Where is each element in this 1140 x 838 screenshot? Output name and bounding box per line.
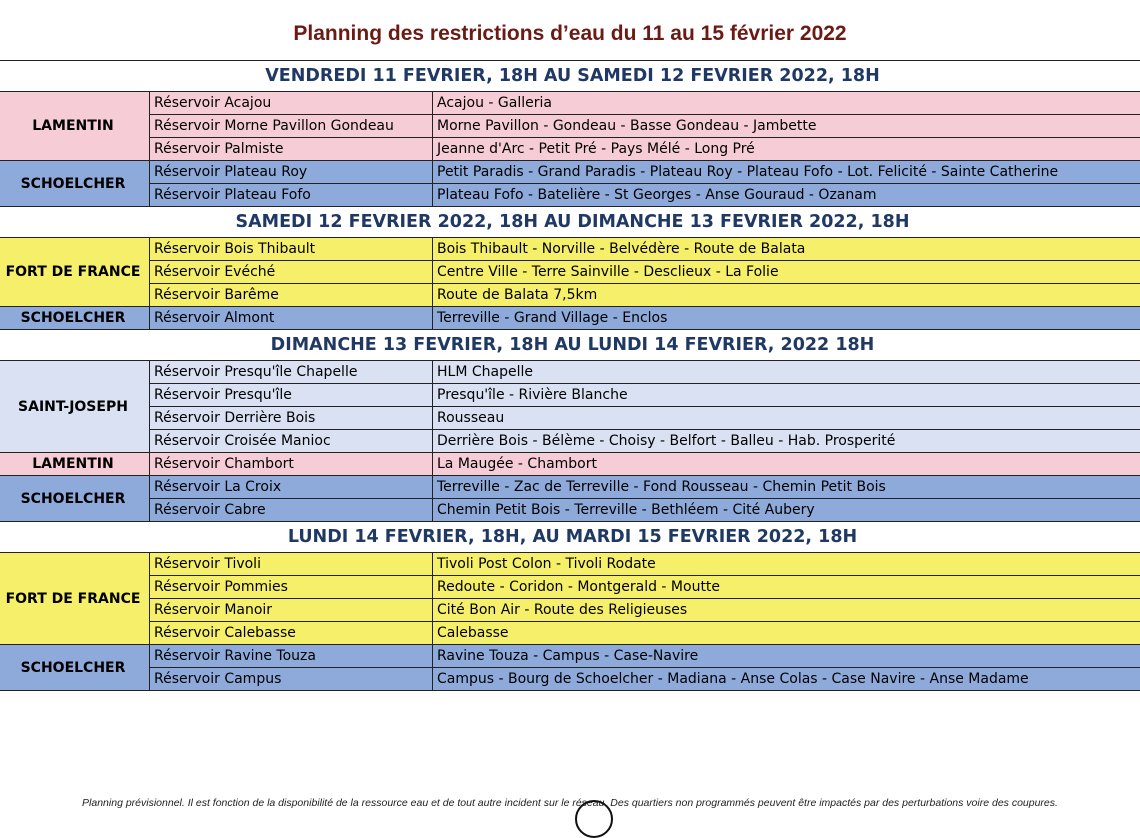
day-header-row [0,61,1140,92]
commune-cell: SCHOELCHER [0,161,150,207]
table-row [0,453,1140,476]
quartiers-cell: HLM Chapelle [433,361,1140,384]
table-row [0,430,1140,453]
table-row [0,238,1140,261]
table-row [0,92,1140,115]
restrictions-table [0,60,1140,691]
reservoir-cell: Réservoir Manoir [150,599,433,622]
reservoir-cell: Réservoir Plateau Fofo [150,184,433,207]
table-row [0,161,1140,184]
commune-cell: FORT DE FRANCE [0,553,150,645]
commune-cell: LAMENTIN [0,453,150,476]
day-heading: DIMANCHE 13 FEVRIER, 18H AU LUNDI 14 FEVRIER, 2022 18H [0,330,1140,361]
table-row [0,138,1140,161]
table-row [0,622,1140,645]
reservoir-cell: Réservoir Chambort [150,453,433,476]
quartiers-cell: Acajou - Galleria [433,92,1140,115]
day-header-row [0,330,1140,361]
quartiers-cell: Campus - Bourg de Schoelcher - Madiana - Anse Colas - Case Navire - Anse Madame [433,668,1140,691]
reservoir-cell: Réservoir Almont [150,307,433,330]
table-row [0,645,1140,668]
reservoir-cell: Réservoir Campus [150,668,433,691]
reservoir-cell: Réservoir Presqu'île Chapelle [150,361,433,384]
day-heading: VENDREDI 11 FEVRIER, 18H AU SAMEDI 12 FEVRIER 2022, 18H [0,61,1140,92]
reservoir-cell: Réservoir Cabre [150,499,433,522]
reservoir-cell: Réservoir Croisée Manioc [150,430,433,453]
reservoir-cell: Réservoir Barême [150,284,433,307]
table-row [0,384,1140,407]
reservoir-cell: Réservoir Plateau Roy [150,161,433,184]
reservoir-cell: Réservoir Morne Pavillon Gondeau [150,115,433,138]
quartiers-cell: Plateau Fofo - Batelière - St Georges - Anse Gouraud - Ozanam [433,184,1140,207]
day-heading: SAMEDI 12 FEVRIER 2022, 18H AU DIMANCHE 13 FEVRIER 2022, 18H [0,207,1140,238]
day-header-row [0,207,1140,238]
reservoir-cell: Réservoir La Croix [150,476,433,499]
quartiers-cell: Petit Paradis - Grand Paradis - Plateau Roy - Plateau Fofo - Lot. Felicité - Sainte Catherine [433,161,1140,184]
table-row [0,407,1140,430]
commune-cell: SCHOELCHER [0,476,150,522]
table-row [0,599,1140,622]
quartiers-cell: Chemin Petit Bois - Terreville - Bethléem - Cité Aubery [433,499,1140,522]
table-row [0,576,1140,599]
footer-note: Planning prévisionnel. Il est fonction de la disponibilité de la ressource eau et de tout autre incident sur le réseau. Des quartiers non programmés peuvent être impactés par des perturbations voire des coupures. [0,797,1140,809]
table-row [0,668,1140,691]
reservoir-cell: Réservoir Bois Thibault [150,238,433,261]
reservoir-cell: Réservoir Ravine Touza [150,645,433,668]
table-row [0,476,1140,499]
quartiers-cell: Ravine Touza - Campus - Case-Navire [433,645,1140,668]
quartiers-cell: Tivoli Post Colon - Tivoli Rodate [433,553,1140,576]
quartiers-cell: Jeanne d'Arc - Petit Pré - Pays Mélé - Long Pré [433,138,1140,161]
quartiers-cell: Rousseau [433,407,1140,430]
quartiers-cell: Calebasse [433,622,1140,645]
table-row [0,115,1140,138]
reservoir-cell: Réservoir Evéché [150,261,433,284]
quartiers-cell: Redoute - Coridon - Montgerald - Moutte [433,576,1140,599]
quartiers-cell: Cité Bon Air - Route des Religieuses [433,599,1140,622]
reservoir-cell: Réservoir Acajou [150,92,433,115]
quartiers-cell: Route de Balata 7,5km [433,284,1140,307]
table-row [0,261,1140,284]
page-title: Planning des restrictions d’eau du 11 au 15 février 2022 [0,22,1140,46]
quartiers-cell: Morne Pavillon - Gondeau - Basse Gondeau - Jambette [433,115,1140,138]
reservoir-cell: Réservoir Tivoli [150,553,433,576]
commune-cell: SCHOELCHER [0,645,150,691]
reservoir-cell: Réservoir Pommies [150,576,433,599]
table-row [0,307,1140,330]
commune-cell: LAMENTIN [0,92,150,161]
table-row [0,184,1140,207]
commune-cell: SAINT-JOSEPH [0,361,150,453]
reservoir-cell: Réservoir Calebasse [150,622,433,645]
reservoir-cell: Réservoir Presqu'île [150,384,433,407]
quartiers-cell: La Maugée - Chambort [433,453,1140,476]
quartiers-cell: Bois Thibault - Norville - Belvédère - Route de Balata [433,238,1140,261]
commune-cell: FORT DE FRANCE [0,238,150,307]
commune-cell: SCHOELCHER [0,307,150,330]
quartiers-cell: Presqu'île - Rivière Blanche [433,384,1140,407]
table-row [0,284,1140,307]
reservoir-cell: Réservoir Palmiste [150,138,433,161]
quartiers-cell: Centre Ville - Terre Sainville - Desclieux - La Folie [433,261,1140,284]
quartiers-cell: Terreville - Zac de Terreville - Fond Rousseau - Chemin Petit Bois [433,476,1140,499]
day-header-row [0,522,1140,553]
day-heading: LUNDI 14 FEVRIER, 18H, AU MARDI 15 FEVRIER 2022, 18H [0,522,1140,553]
quartiers-cell: Terreville - Grand Village - Enclos [433,307,1140,330]
table-row [0,499,1140,522]
table-row [0,553,1140,576]
stamp-mark [575,800,613,838]
table-row [0,361,1140,384]
quartiers-cell: Derrière Bois - Bélème - Choisy - Belfort - Balleu - Hab. Prosperité [433,430,1140,453]
reservoir-cell: Réservoir Derrière Bois [150,407,433,430]
